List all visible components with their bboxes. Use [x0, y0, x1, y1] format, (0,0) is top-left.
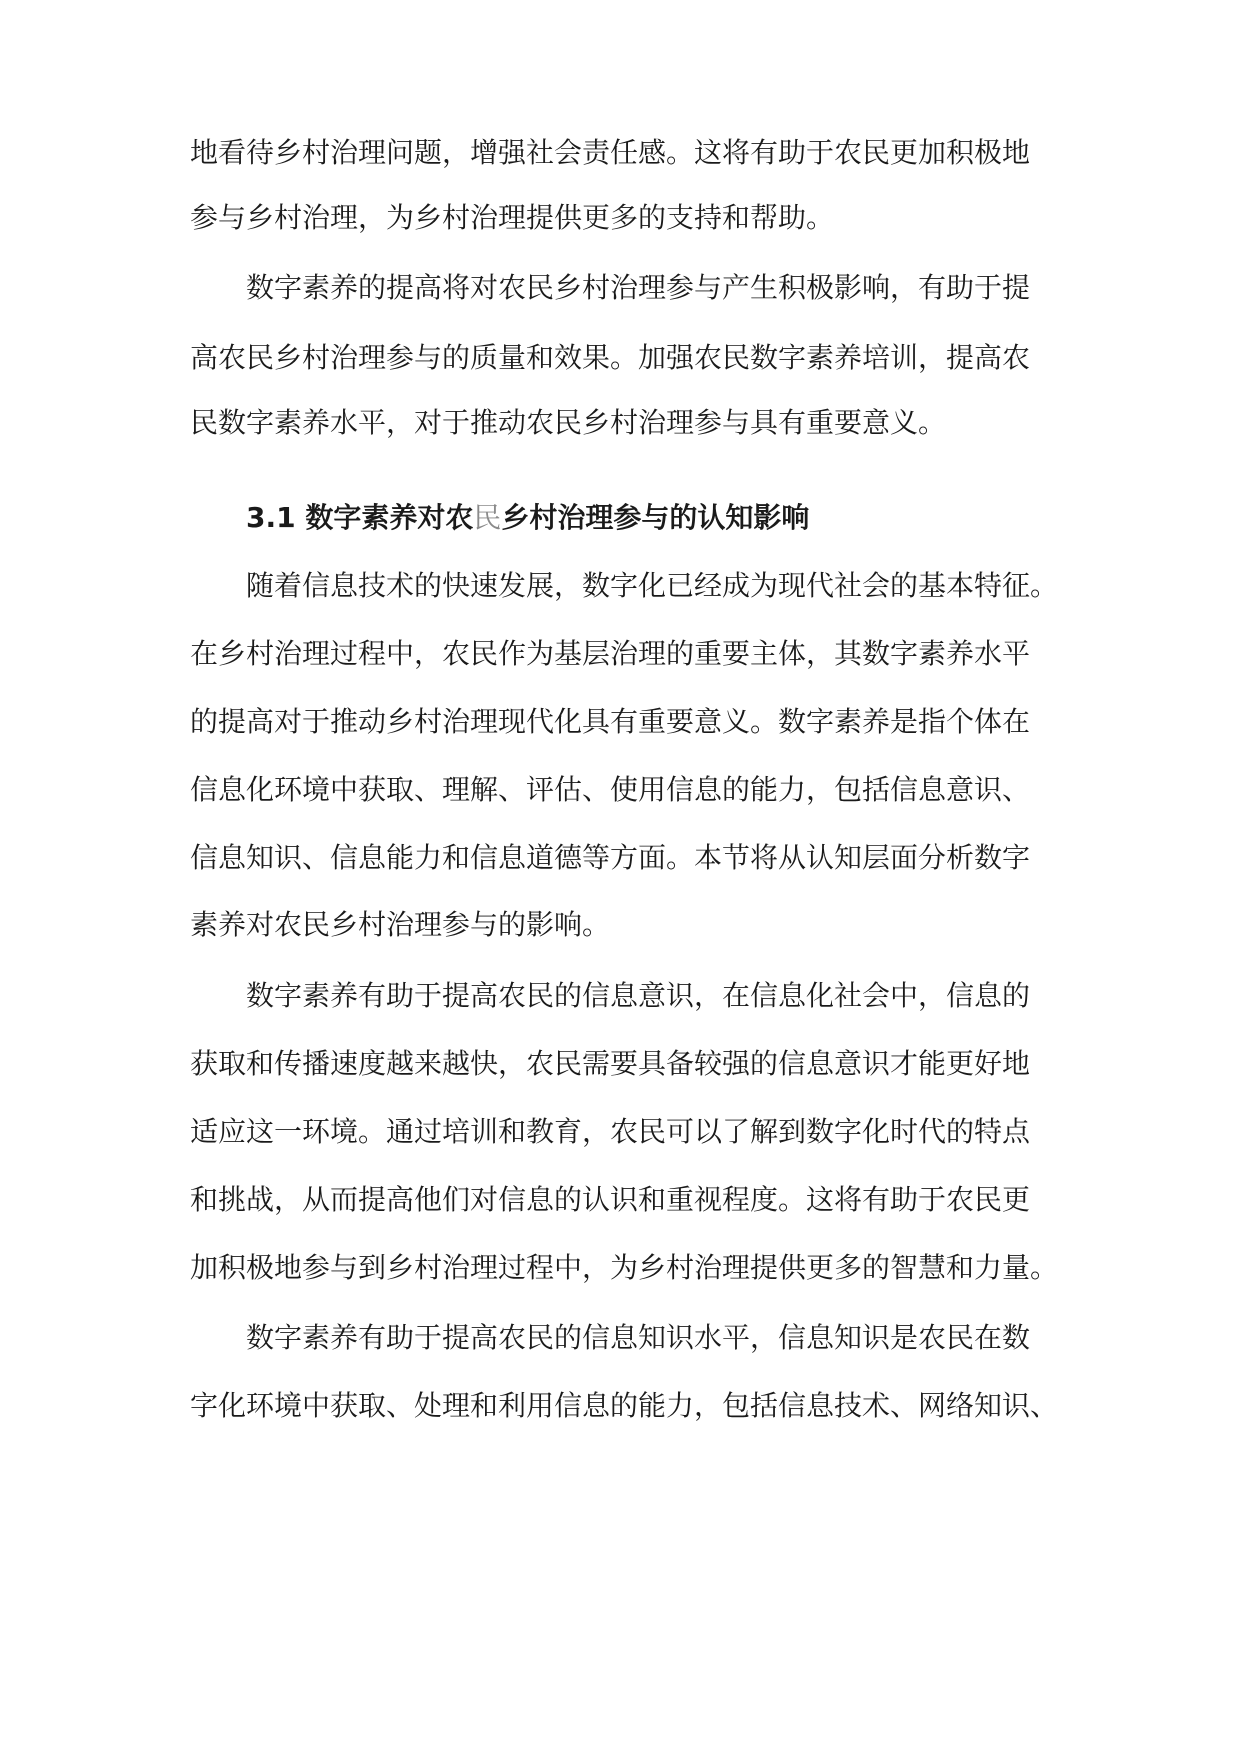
- body-text-line: 数字素养的提高将对农民乡村治理参与产生积极影响，有助于提: [246, 271, 1031, 304]
- body-text-line: 的提高对于推动乡村治理现代化具有重要意义。数字素养是指个体在: [190, 705, 1031, 738]
- section-heading-part: 乡村治理参与的认知影响: [501, 501, 810, 534]
- body-text-line: 数字素养有助于提高农民的信息知识水平，信息知识是农民在数: [246, 1321, 1031, 1354]
- body-text-line: 参与乡村治理，为乡村治理提供更多的支持和帮助。: [190, 201, 835, 234]
- section-heading: [246, 500, 809, 536]
- body-text-line: 在乡村治理过程中，农民作为基层治理的重要主体，其数字素养水平: [190, 637, 1031, 670]
- body-text-line: 加积极地参与到乡村治理过程中，为乡村治理提供更多的智慧和力量。: [190, 1251, 1058, 1284]
- section-heading-part: 3.1 数字素养对农: [246, 501, 474, 534]
- body-text-line: 地看待乡村治理问题，增强社会责任感。这将有助于农民更加积极地: [190, 136, 1031, 169]
- body-text-line: 适应这一环境。通过培训和教育，农民可以了解到数字化时代的特点: [190, 1115, 1031, 1148]
- body-text-line: 数字素养有助于提高农民的信息意识，在信息化社会中，信息的: [246, 979, 1031, 1012]
- body-text-line: 素养对农民乡村治理参与的影响。: [190, 908, 611, 941]
- section-heading-part: 民: [473, 501, 502, 534]
- body-text-line: 随着信息技术的快速发展，数字化已经成为现代社会的基本特征。: [246, 569, 1058, 602]
- body-text-line: 信息知识、信息能力和信息道德等方面。本节将从认知层面分析数字: [190, 841, 1031, 874]
- body-text-line: 字化环境中获取、处理和利用信息的能力，包括信息技术、网络知识、: [190, 1389, 1058, 1422]
- body-text-line: 和挑战，从而提高他们对信息的认识和重视程度。这将有助于农民更: [190, 1183, 1031, 1216]
- body-text-line: 信息化环境中获取、理解、评估、使用信息的能力，包括信息意识、: [190, 773, 1031, 806]
- body-text-line: 获取和传播速度越来越快，农民需要具备较强的信息意识才能更好地: [190, 1047, 1031, 1080]
- body-text-line: 高农民乡村治理参与的质量和效果。加强农民数字素养培训，提高农: [190, 341, 1031, 374]
- body-text-line: 民数字素养水平，对于推动农民乡村治理参与具有重要意义。: [190, 406, 947, 439]
